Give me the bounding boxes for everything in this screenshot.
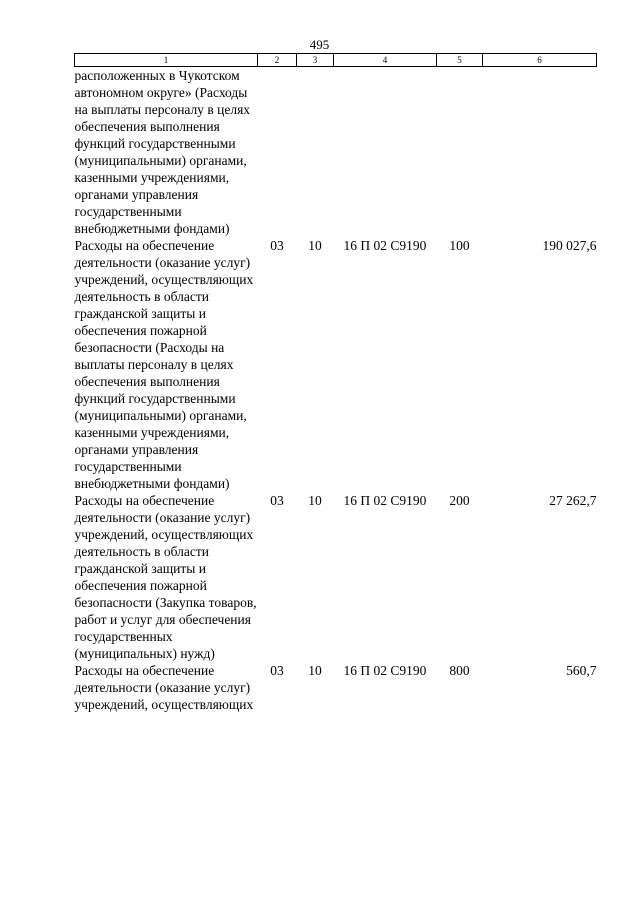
row-amount: 190 027,6: [542, 238, 597, 253]
column-header-4: 4: [334, 54, 437, 67]
row-description: Расходы на обеспечение деятельности (оказание услуг) учреждений, осуществляющих: [74, 663, 254, 712]
column-header-5: 5: [437, 54, 483, 67]
row-description: Расходы на обеспечение деятельности (оказание услуг) учреждений, осуществляющих деятельность в области гражданской защиты и обеспечения пожарной безопасности (Закупка товаров, работ и услуг для обеспечения государственных (муниципальных) нужд): [74, 493, 257, 661]
column-header-1: 1: [75, 54, 258, 67]
row-subsection: 10: [308, 493, 322, 508]
row-section: [258, 67, 297, 238]
row-expense-type: 100: [449, 238, 470, 253]
row-amount: 27 262,7: [549, 493, 597, 508]
row-amount: [483, 67, 597, 238]
row-section: 03: [270, 238, 284, 253]
row-description: расположенных в Чукотском автономном округе» (Расходы на выплаты персоналу в целях обеспечения выполнения функций государственными (муниципальными) органами, казенными учреждениями, органами управления государственными внебюджетными фондами): [74, 68, 251, 236]
row-subsection: 10: [308, 238, 322, 253]
row-expense-type: 800: [449, 663, 470, 678]
row-subsection: [297, 67, 334, 238]
row-expense-type: [437, 67, 483, 238]
row-amount: 560,7: [566, 663, 597, 678]
row-target-code: 16 П 02 С9190: [343, 493, 427, 508]
column-header-6: 6: [483, 54, 597, 67]
column-header-3: 3: [297, 54, 334, 67]
page-number: 495: [309, 37, 330, 52]
row-target-code: 16 П 02 С9190: [343, 663, 427, 678]
row-section: 03: [270, 493, 284, 508]
row-section: 03: [270, 663, 284, 678]
budget-table: [74, 53, 597, 713]
column-header-2: 2: [258, 54, 297, 67]
row-expense-type: 200: [449, 493, 470, 508]
table-row: [75, 67, 597, 238]
row-description: Расходы на обеспечение деятельности (оказание услуг) учреждений, осуществляющих деятельность в области гражданской защиты и обеспечения пожарной безопасности (Расходы на выплаты персоналу в целях обеспечения выполнения функций государственными (муниципальными) органами, казенными учреждениями, органами управления государственными внебюджетными фондами): [74, 238, 254, 491]
table-row: [75, 662, 597, 713]
table-row: [75, 237, 597, 492]
row-subsection: 10: [308, 663, 322, 678]
table-row: [75, 492, 597, 662]
header-row: [75, 54, 597, 67]
row-target-code: 16 П 02 С9190: [343, 238, 427, 253]
row-target-code: [334, 67, 437, 238]
